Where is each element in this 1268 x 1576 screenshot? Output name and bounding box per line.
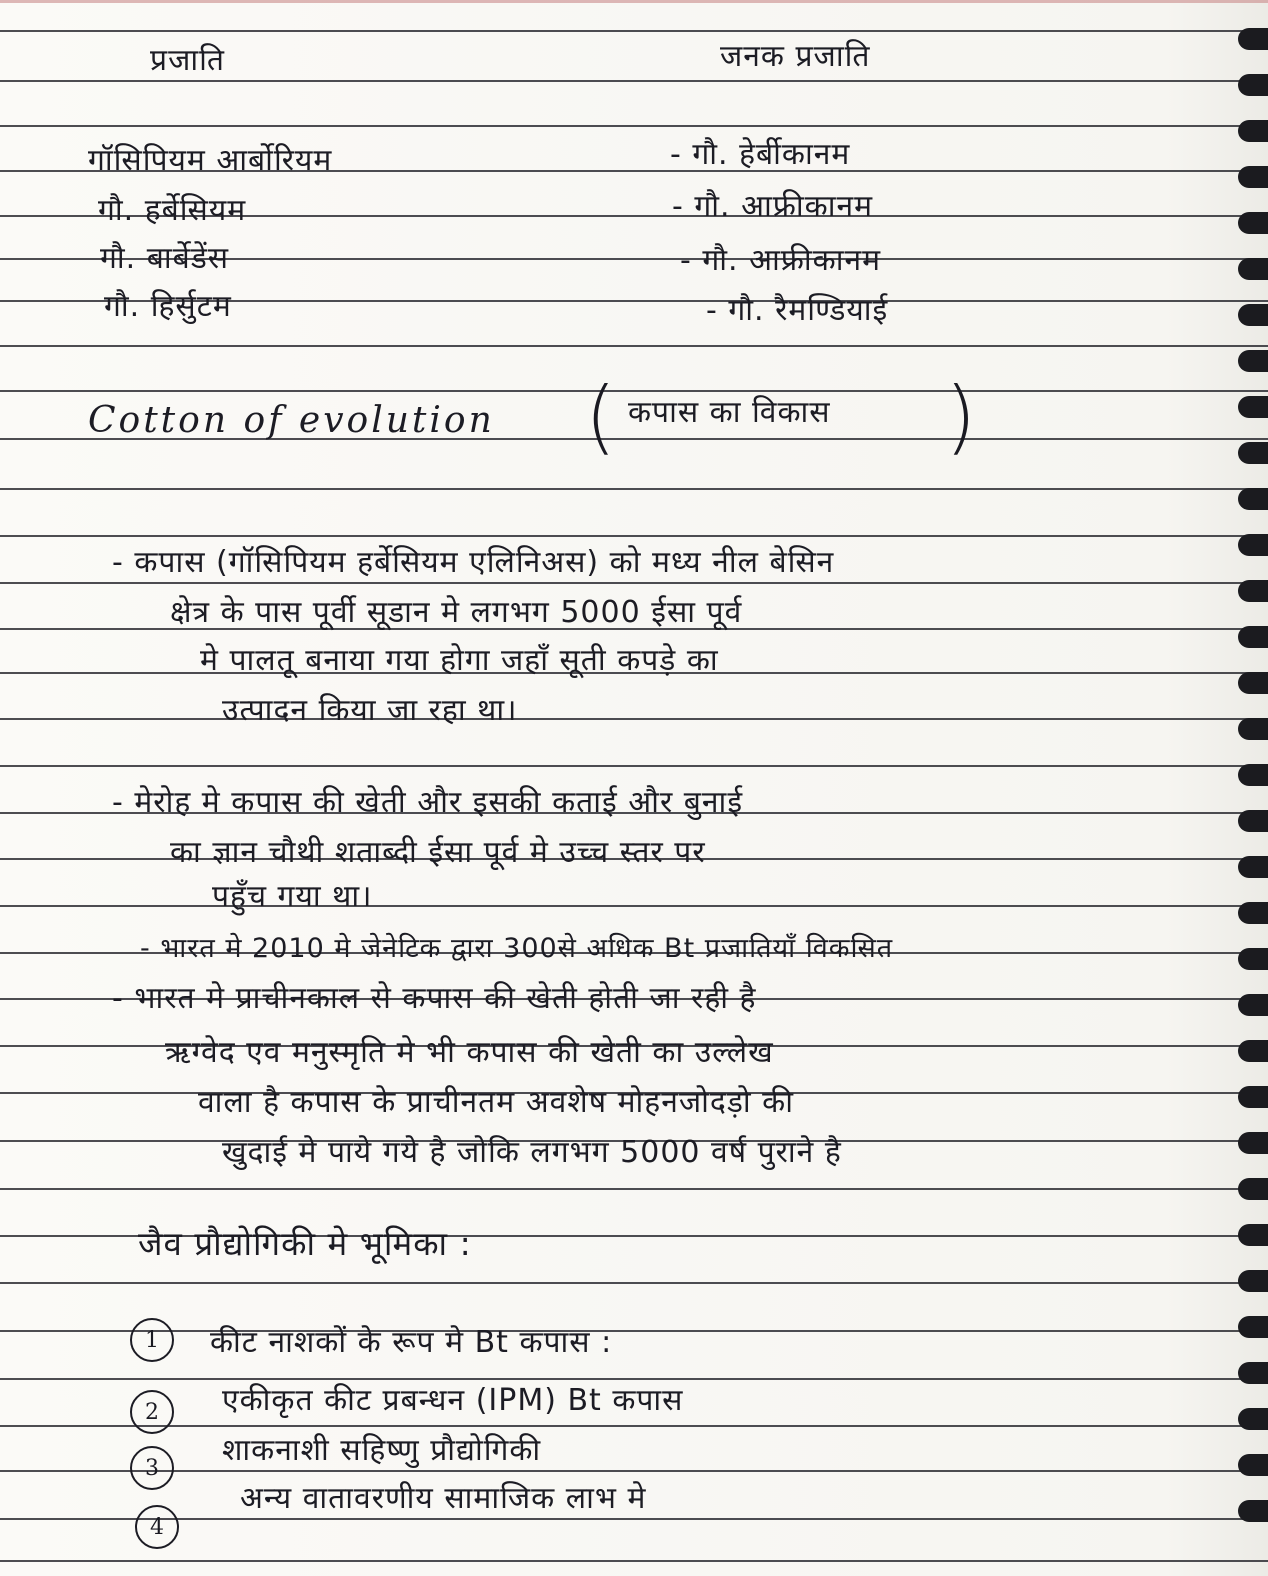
ruled-line: [0, 30, 1268, 32]
binding-ring: [1238, 994, 1268, 1016]
ruled-line: [0, 765, 1268, 767]
ruled-line: [0, 1560, 1268, 1562]
ruled-line: [0, 1425, 1268, 1427]
item-number: 1: [130, 1318, 174, 1362]
binding-ring: [1238, 304, 1268, 326]
binding-ring: [1238, 1132, 1268, 1154]
ruled-line: [0, 345, 1268, 347]
paragraph-line: का ज्ञान चौथी शताब्दी ईसा पूर्व मे उच्च स्तर पर: [170, 835, 706, 870]
paragraph-line: ऋग्वेद एव मनुस्मृति मे भी कपास की खेती का उल्लेख: [165, 1035, 774, 1070]
binding-ring: [1238, 350, 1268, 372]
binding-ring: [1238, 74, 1268, 96]
binding-ring: [1238, 1086, 1268, 1108]
section-title-english: Cotton of evolution: [88, 400, 495, 441]
table-header-parent: जनक प्रजाति: [720, 39, 871, 74]
species-cell: गौ. बार्बेडेंस: [100, 241, 230, 276]
binding-ring: [1238, 166, 1268, 188]
binding-ring: [1238, 1178, 1268, 1200]
paragraph-line: पहुँच गया था।: [212, 879, 373, 914]
paragraph-line: - भारत मे 2010 मे जेनेटिक द्वारा 300से अधिक Bt प्रजातियाँ विकसित: [140, 933, 894, 964]
binding-ring: [1238, 626, 1268, 648]
parent-cell: - गौ. आफ्रीकानम: [672, 189, 874, 224]
list-item: अन्य वातावरणीय सामाजिक लाभ मे: [240, 1481, 647, 1516]
binding-ring: [1238, 488, 1268, 510]
ruled-line: [0, 125, 1268, 127]
species-cell: गौ. हिर्सुटम: [104, 289, 232, 324]
binding-ring: [1238, 396, 1268, 418]
ruled-line: [0, 535, 1268, 537]
open-paren: (: [585, 370, 617, 463]
ruled-line: [0, 582, 1268, 584]
binding-ring: [1238, 1040, 1268, 1062]
ruled-line: [0, 1282, 1268, 1284]
table-header-species: प्रजाति: [150, 43, 225, 78]
paragraph-line: क्षेत्र के पास पूर्वी सूडान मे लगभग 5000 ईसा पूर्व: [170, 595, 743, 630]
binding-ring: [1238, 718, 1268, 740]
ruled-line: [0, 80, 1268, 82]
ruled-line: [0, 1188, 1268, 1190]
item-number: 2: [130, 1390, 174, 1434]
paragraph-line: - मेरोह मे कपास की खेती और इसकी कताई और बुनाई: [112, 785, 744, 820]
binding-ring: [1238, 1316, 1268, 1338]
binding-ring: [1238, 902, 1268, 924]
parent-cell: - गौ. हेर्बीकानम: [670, 137, 851, 172]
list-item: शाकनाशी सहिष्णु प्रौद्योगिकी: [222, 1433, 542, 1468]
binding-ring: [1238, 672, 1268, 694]
page-top-edge: [0, 0, 1268, 3]
species-cell: गॉसिपियम आर्बोरियम: [88, 143, 333, 178]
binding-ring: [1238, 442, 1268, 464]
list-item: कीट नाशकों के रूप मे Bt कपास :: [210, 1325, 613, 1360]
binding-ring: [1238, 856, 1268, 878]
paragraph-line: वाला है कपास के प्राचीनतम अवशेष मोहनजोदड़ो की: [198, 1085, 794, 1120]
ruled-line: [0, 718, 1268, 720]
item-number: 4: [135, 1505, 179, 1549]
section-title-hindi: कपास का विकास: [628, 395, 831, 430]
binding-ring: [1238, 120, 1268, 142]
ruled-line: [0, 1470, 1268, 1472]
ruled-line: [0, 488, 1268, 490]
binding-ring: [1238, 1454, 1268, 1476]
paragraph-line: - भारत मे प्राचीनकाल से कपास की खेती होती जा रही है: [112, 981, 757, 1016]
item-number: 3: [130, 1446, 174, 1490]
close-paren: ): [945, 370, 977, 463]
binding-ring: [1238, 1362, 1268, 1384]
binding-ring: [1238, 1408, 1268, 1430]
binding-ring: [1238, 948, 1268, 970]
paragraph-line: - कपास (गॉसिपियम हर्बेसियम एलिनिअस) को मध्य नील बेसिन: [112, 545, 835, 580]
binding-ring: [1238, 534, 1268, 556]
parent-cell: - गौ. आफ्रीकानम: [680, 243, 882, 278]
binding-ring: [1238, 212, 1268, 234]
section-title: जैव प्रौद्योगिकी मे भूमिका :: [138, 1224, 472, 1263]
list-item: एकीकृत कीट प्रबन्धन (IPM) Bt कपास: [222, 1383, 684, 1418]
binding-ring: [1238, 764, 1268, 786]
binding-ring: [1238, 28, 1268, 50]
paragraph-line: उत्पादन किया जा रहा था।: [222, 693, 518, 728]
binding-ring: [1238, 1224, 1268, 1246]
binding-ring: [1238, 1500, 1268, 1522]
binding-ring: [1238, 1270, 1268, 1292]
ruled-line: [0, 1330, 1268, 1332]
ruled-line: [0, 905, 1268, 907]
binding-ring: [1238, 258, 1268, 280]
parent-cell: - गौ. रैमण्डियाई: [706, 293, 889, 328]
ruled-line: [0, 1518, 1268, 1520]
binding-ring: [1238, 580, 1268, 602]
species-cell: गौ. हर्बेसियम: [98, 193, 247, 228]
paragraph-line: खुदाई मे पाये गये है जोकि लगभग 5000 वर्ष पुराने है: [222, 1135, 842, 1170]
binding-ring: [1238, 810, 1268, 832]
paragraph-line: मे पालतू बनाया गया होगा जहाँ सूती कपड़े का: [200, 643, 719, 678]
